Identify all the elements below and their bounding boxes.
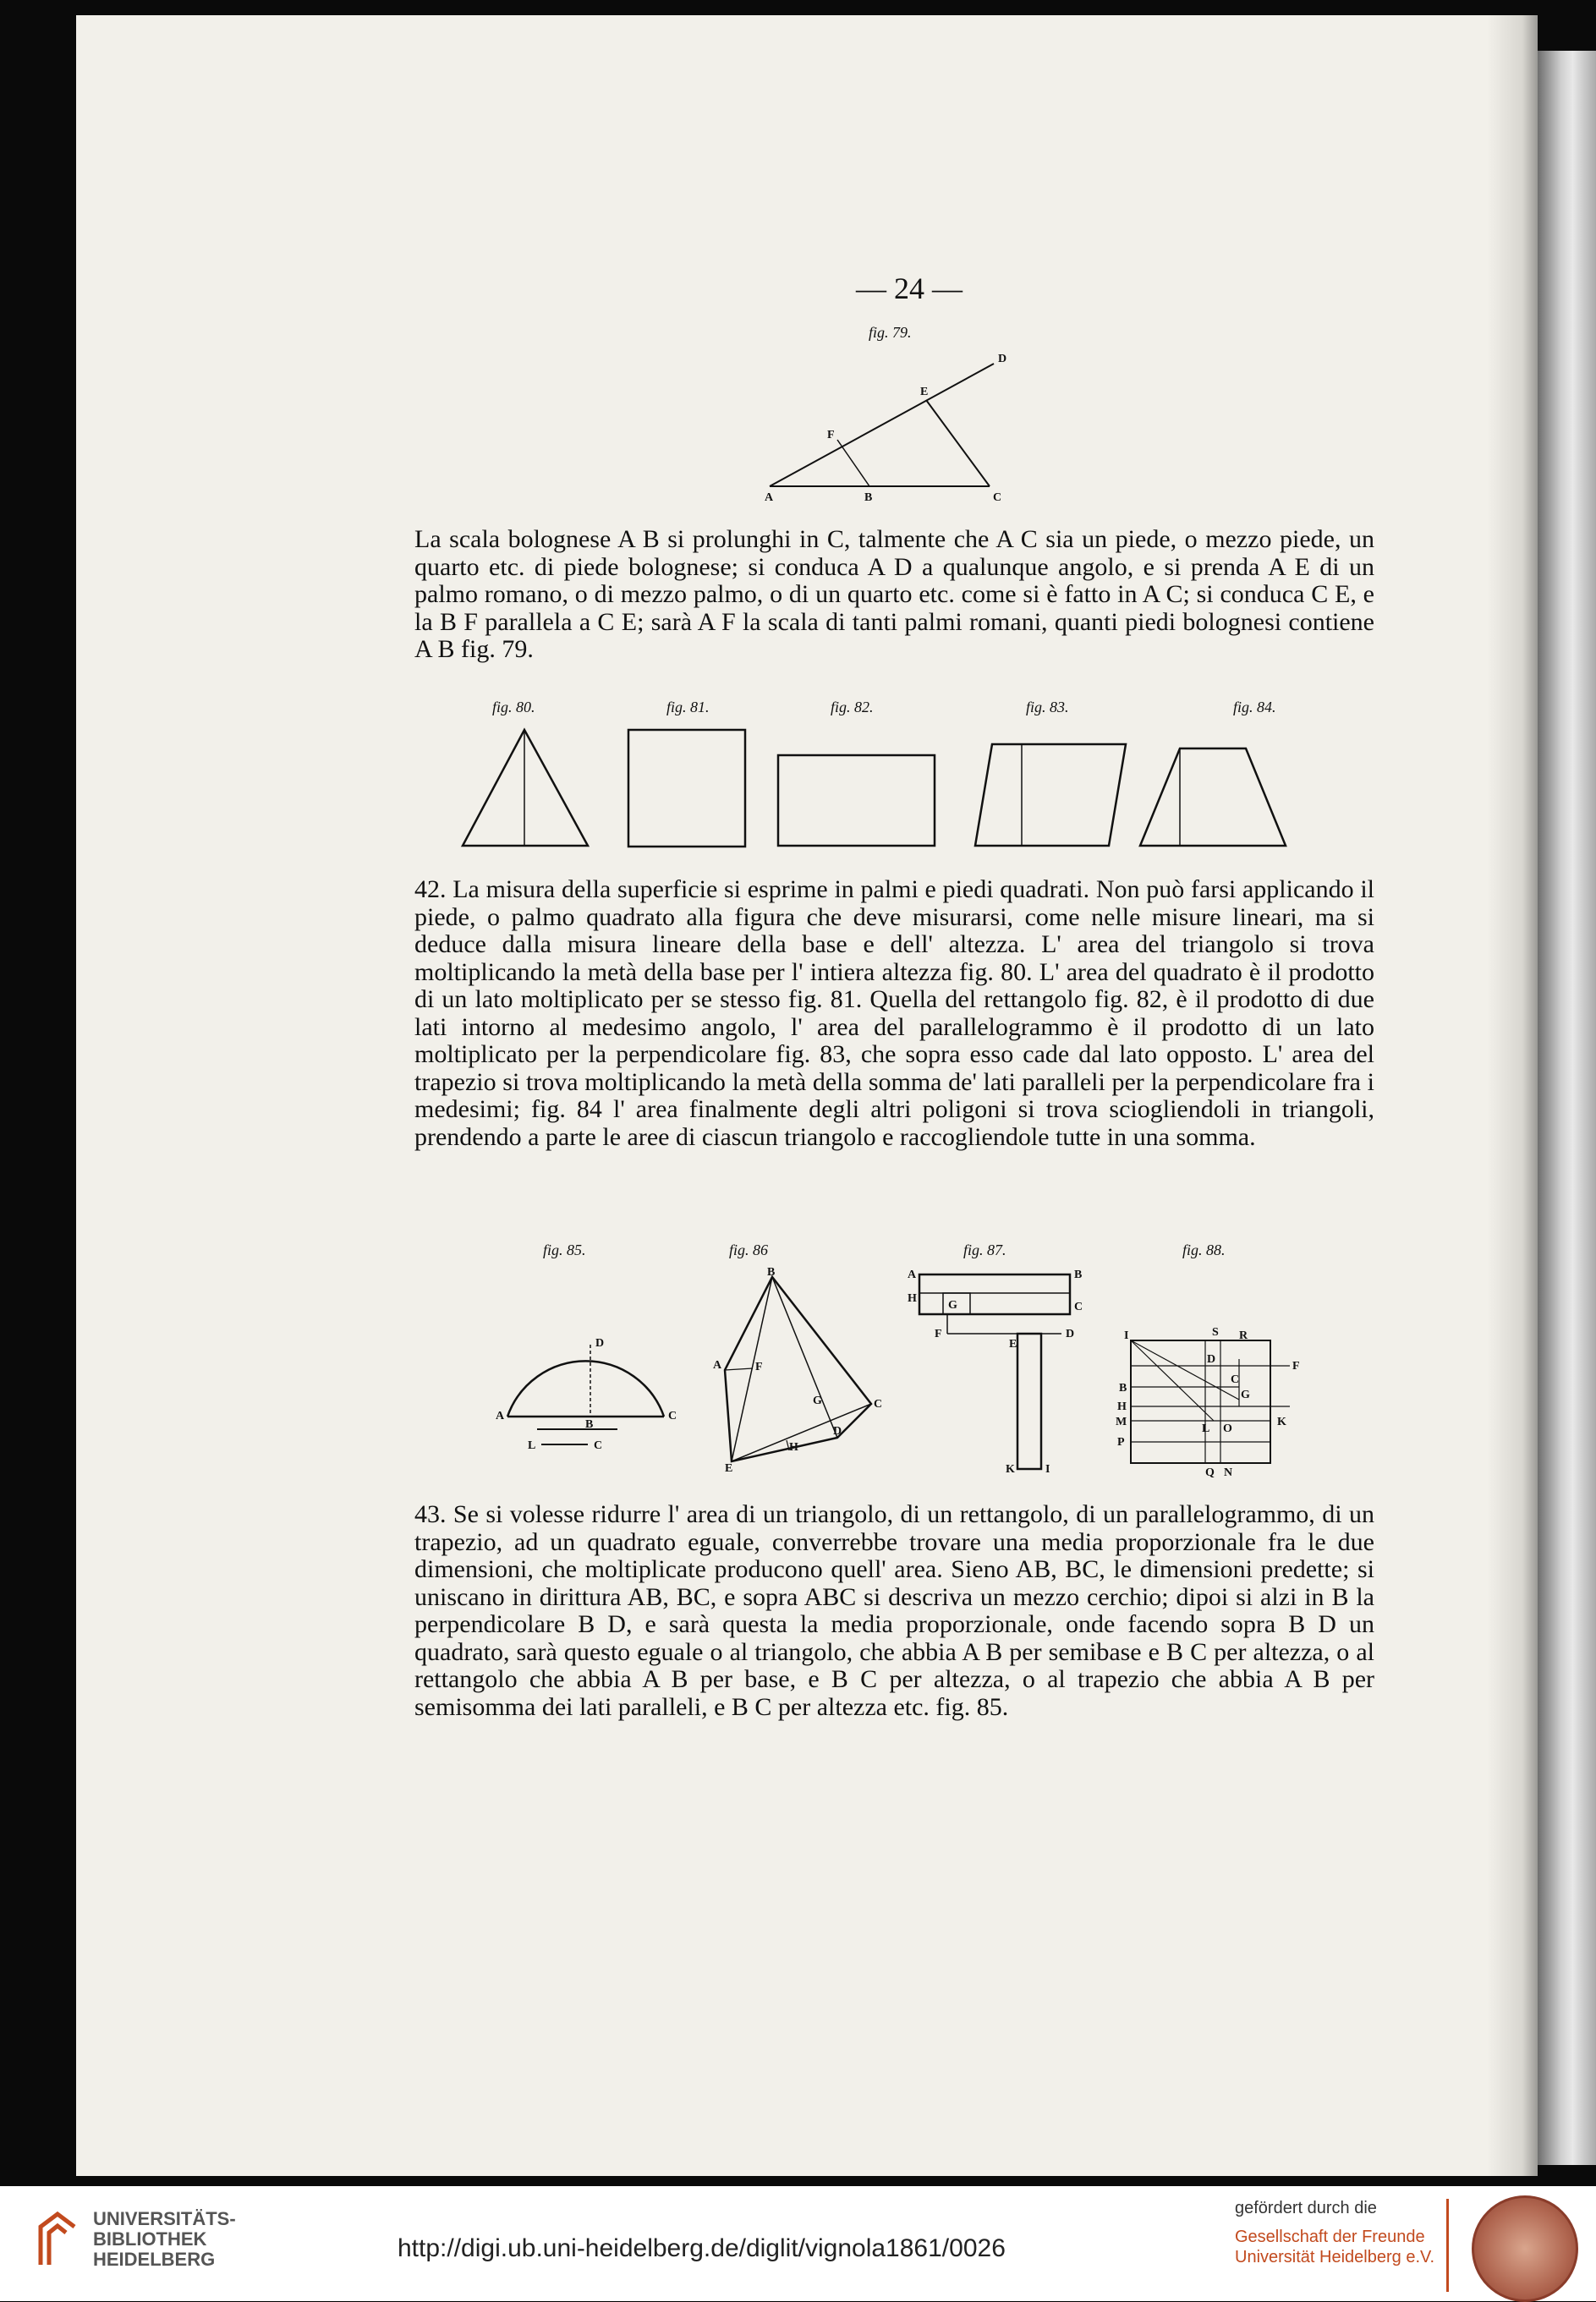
fig88-label: fig. 88. [1182, 1241, 1226, 1258]
fig86-point-g: G [813, 1395, 822, 1407]
fig83-label: fig. 83. [1026, 699, 1069, 715]
fig88-point-k: K [1277, 1416, 1286, 1428]
sponsor-name [1235, 2227, 1434, 2267]
fig85-point-c2: C [594, 1439, 603, 1452]
fig88-point-p: P [1117, 1436, 1125, 1449]
fig85-diagram [491, 1336, 685, 1455]
fig87-point-h: H [908, 1292, 917, 1305]
page-number: — 24 — [856, 271, 963, 305]
fig87-point-b: B [1074, 1269, 1083, 1281]
fig86-point-d: D [833, 1425, 842, 1438]
fig85-point-d: D [595, 1337, 605, 1350]
page-fold-edge [1538, 51, 1596, 2165]
sponsor-name-line1: Gesellschaft der Freunde [1235, 2228, 1425, 2246]
fig79-point-b: B [864, 491, 873, 504]
fig88-point-s: S [1212, 1326, 1219, 1339]
fig85-point-l: L [528, 1439, 536, 1452]
fig88-point-l: L [1202, 1422, 1210, 1435]
fig86-point-e: E [725, 1462, 733, 1475]
fig88-point-c: C [1231, 1373, 1240, 1386]
fig88-point-o: O [1223, 1422, 1232, 1435]
fig88-point-g: G [1241, 1389, 1250, 1401]
university-seal-icon [1472, 2195, 1578, 2302]
fig88-point-m: M [1116, 1416, 1127, 1428]
fig88-point-f: F [1292, 1360, 1300, 1373]
library-name-line3: HEIDELBERG [93, 2249, 216, 2270]
library-name [93, 2209, 236, 2270]
fig87-diagram [901, 1264, 1095, 1480]
fig86-point-b: B [767, 1266, 776, 1279]
fig86-point-c: C [874, 1398, 883, 1411]
fig79-point-a: A [765, 491, 774, 504]
fig88-point-d: D [1207, 1353, 1216, 1366]
fig88-point-h: H [1117, 1400, 1127, 1413]
fig87-point-e: E [1009, 1338, 1017, 1351]
fig88-point-b: B [1119, 1382, 1127, 1395]
fig79-point-f: F [827, 429, 835, 441]
paragraph-43: 43. Se si volesse ridurre l' area di un triangolo, di un rettangolo, di un parallelogrammo, di un trapezio, ad un quadrato eguale, converrebbe trovare una media proporzionale fra le due dimensioni, che moltiplicate producono quell' area. Sieno AB, BC, le dimensioni predette; si uniscano in dirittura AB, BC, e sopra ABC si descriva un mezzo cerchio; dipoi si alzi in B la perpendicolare B D, e sarà questa la media proporzionale, onde facendo sopra B D un quadrato, sarà questo eguale o al triangolo, che abbia A B per semibase e B C per altezza, o al rettangolo che abbia A B per base, e B C per altezza, o al trapezio che abbia A B per semisomma dei lati paralleli, e B C per altezza etc. fig. 85. [414, 1500, 1374, 1721]
fig86-point-a: A [713, 1359, 722, 1372]
fig88-point-i: I [1124, 1329, 1129, 1342]
sponsor-caption: gefördert durch die [1235, 2199, 1377, 2217]
paragraph-scala: La scala bolognese A B si prolunghi in C, talmente che A C sia un piede, o mezzo piede, un quarto etc. di piede bolognese; si conduca A D a qualunque angolo, e si prenda A E di un palmo romano, o di mezzo palmo, o di un quarto etc. come si è fatto in A C; si conduca C E, e la B F parallela a C E; sarà A F la scala di tanti palmi romani, quanti piedi bolognesi contiene A B fig. 79. [414, 525, 1374, 663]
fig86-point-f: F [755, 1361, 763, 1373]
fig85-point-a: A [496, 1410, 505, 1422]
fig83-parallelogram [975, 744, 1126, 846]
fig79-point-c: C [993, 491, 1002, 504]
permalink-url[interactable]: http://digi.ub.uni-heidelberg.de/diglit/vignola1861/0026 [398, 2234, 1006, 2262]
fig80-84-diagrams [452, 723, 1408, 854]
fig87-point-g: G [948, 1299, 957, 1312]
fig82-rectangle [778, 755, 935, 846]
fig86-point-h: H [789, 1441, 798, 1454]
fig85-point-b: B [585, 1418, 594, 1431]
fig88-diagram [1112, 1324, 1307, 1484]
fig87-point-i: I [1045, 1463, 1050, 1476]
sponsor-name-line2: Universität Heidelberg e.V. [1235, 2248, 1435, 2266]
fig87-point-d: D [1066, 1328, 1075, 1340]
fig87-label: fig. 87. [963, 1241, 1006, 1258]
fig87-point-a: A [908, 1269, 917, 1281]
fig86-diagram [706, 1266, 892, 1475]
fig85-label: fig. 85. [543, 1241, 586, 1258]
fig87-point-c: C [1074, 1301, 1083, 1313]
fig88-point-n: N [1224, 1466, 1233, 1479]
fig81-label: fig. 81. [666, 699, 710, 715]
footer-divider [1446, 2199, 1449, 2292]
fig85-point-c: C [668, 1410, 677, 1422]
fig84-trapezoid [1140, 748, 1286, 846]
fig82-label: fig. 82. [831, 699, 874, 715]
fig87-point-f: F [935, 1328, 942, 1340]
fig79-diagram [753, 347, 1049, 504]
fig87-point-k: K [1006, 1463, 1015, 1476]
fig88-point-q: Q [1205, 1466, 1215, 1479]
fig79-point-d: D [998, 353, 1007, 365]
fig80-triangle [463, 730, 588, 846]
fig79-label: fig. 79. [869, 324, 912, 341]
fig81-square [628, 730, 745, 847]
fig86-label: fig. 86 [729, 1241, 769, 1258]
fig79-point-e: E [920, 386, 929, 398]
paragraph-42: 42. La misura della superficie si esprime in palmi e piedi quadrati. Non può farsi applicando il piede, o palmo quadrato alla figura che deve misurarsi, come nelle misure lineari, ma si deduce dalla misura lineare della base e dell' altezza. L' area del triangolo si trova moltiplicando la metà della base per l' intiera altezza fig. 80. L' area del quadrato è il prodotto di un lato moltiplicato per se stesso fig. 81. Quella del rettangolo fig. 82, è il prodotto di due lati intorno al medesimo angolo, l' area del parallelogrammo è il prodotto di un lato moltiplicato per la perpendicolare fig. 83, che sopra esso cade dal lato opposto. L' area del trapezio si trova moltiplicando la metà della somma de' lati paralleli per la perpendicolare fra i medesimi; fig. 84 l' area finalmente degli altri poligoni si trova sciogliendoli in triangoli, prendendo a parte le aree di ciascun triangolo e raccogliendole tutte in una somma. [414, 875, 1374, 1151]
library-name-line2: BIBLIOTHEK [93, 2228, 207, 2250]
fig80-label: fig. 80. [492, 699, 535, 715]
fig88-point-r: R [1239, 1329, 1248, 1342]
fig84-label: fig. 84. [1233, 699, 1276, 715]
library-name-line1: UNIVERSITÄTS- [93, 2208, 236, 2229]
page-gutter-shadow [1487, 15, 1538, 2176]
library-logo-icon [32, 2206, 83, 2273]
